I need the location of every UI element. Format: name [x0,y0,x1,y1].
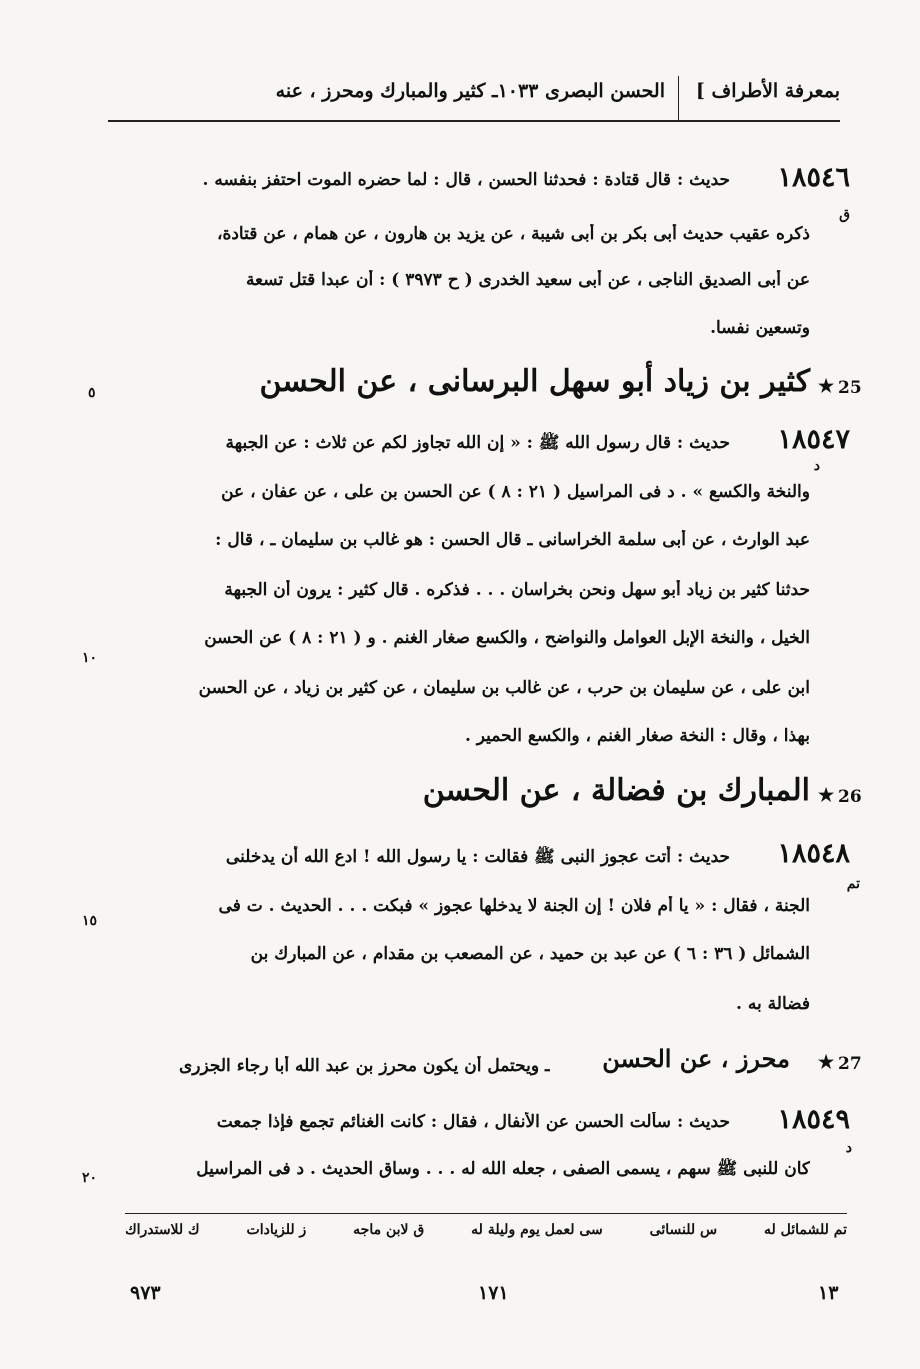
hadith-text-line: كان للنبى ﷺ سهم ، يسمى الصفى ، جعله الله له . . . وساق الحديث . د فى المراسيل [196,1159,810,1179]
hadith-text-line: ابن على ، عن سليمان بن حرب ، عن غالب بن سليمان ، عن كثير بن زياد ، عن الحسن [198,678,810,698]
hadith-number: ١٨٥٤٧ [777,424,850,455]
source-mark: ق [839,207,850,223]
header-section-title: بمعرفة الأطراف ] [695,80,840,102]
hadith-text-line: حديث : سألت الحسن عن الأنفال ، فقال : كانت الغنائم تجمع فإذا جمعت [216,1112,730,1132]
margin-dot: ٥ [88,385,96,401]
source-mark: تم [846,876,860,892]
narrator-number: 27 [838,1054,862,1074]
narrator-number: 26 [838,787,862,807]
line-margin-number: ٢٠ [82,1170,98,1186]
header-divider [678,76,679,120]
hadith-text-line: عن أبى الصديق الناجى ، عن أبى سعيد الخدرى ( ح ٣٩٧٣ ) : أن عبدا قتل تسعة [245,270,810,290]
source-mark: د [845,1140,852,1156]
hadith-text-line: حديث : قال قتادة : فحدثنا الحسن ، قال : لما حضره الموت احتفز بنفسه . [202,170,730,190]
hadith-number: ١٨٥٤٨ [777,838,850,869]
narrator-number: 25 [838,378,862,398]
hadith-text-line: بهذا ، وقال : النخة صغار الغنم ، والكسع الحمير . [464,726,810,746]
footnote-item: س للنسائى [649,1222,718,1238]
footnote-item: تم للشمائل له [764,1222,847,1238]
hadith-text-line: حديث : قال رسول الله ﷺ : « إن الله تجاوز لكم عن ثلاث : عن الجبهة [225,433,730,453]
footnote-item: ق لابن ماجه [353,1222,425,1238]
header-rule [108,120,840,122]
footer-page-number: ١٧١ [478,1282,509,1304]
header-chapter-title: الحسن البصرى ١٠٣٣ـ كثير والمبارك ومحرز ، عنه [275,80,665,102]
hadith-text-line: والنخة والكسع » . د فى المراسيل ( ٢١ : ٨ ) عن الحسن بن على ، عن عفان ، عن [221,482,810,502]
footnote-rule [125,1213,847,1214]
star-marker: ★ [818,1052,835,1073]
star-marker: ★ [818,785,835,806]
line-margin-number: ١٥ [82,913,98,929]
hadith-text-line: الشمائل ( ٣٦ : ٦ ) عن عبد بن حميد ، عن المصعب بن مقدام ، عن المبارك بن [250,944,810,964]
hadith-text-line: عبد الوارث ، عن أبى سلمة الخراسانى ـ قال الحسن : هو غالب بن سليمان ـ ، قال : [215,530,810,550]
narrator-heading: محرز ، عن الحسن [602,1044,790,1073]
hadith-number: ١٨٥٤٩ [777,1104,850,1135]
narrator-heading-note: ـ ويحتمل أن يكون محرز بن عبد الله أبا رجاء الجزرى [179,1056,550,1076]
hadith-text-line: فضالة به . [736,994,810,1014]
hadith-number: ١٨٥٤٦ [777,162,850,193]
hadith-text-line: الخيل ، والنخة الإبل العوامل والنواضح ، والكسع صغار الغنم . و ( ٢١ : ٨ ) عن الحسن [204,628,810,648]
star-marker: ★ [818,376,835,397]
footer-volume-number: ٩٧٣ [130,1282,161,1304]
footnote-item: ز للزيادات [246,1222,307,1238]
narrator-heading: كثير بن زياد أبو سهل البرسانى ، عن الحسن [259,364,810,399]
source-mark: د [813,458,820,474]
footnote-item: ك للاستدراك [125,1222,200,1238]
footnote-abbreviations [125,1222,847,1238]
footnote-item: سى لعمل يوم وليلة له [471,1222,603,1238]
line-margin-number: ١٠ [82,650,98,666]
hadith-text-line: وتسعين نفسا. [710,318,810,338]
narrator-heading: المبارك بن فضالة ، عن الحسن [422,773,810,808]
hadith-text-line: حدثنا كثير بن زياد أبو سهل ونحن بخراسان . . . فذكره . قال كثير : يرون أن الجبهة [224,580,810,600]
running-header [110,74,840,120]
hadith-text-line: ذكره عقيب حديث أبى بكر بن أبى شيبة ، عن يزيد بن هارون ، عن همام ، عن قتادة، [216,224,810,244]
hadith-text-line: حديث : أتت عجوز النبى ﷺ فقالت : يا رسول الله ! ادع الله أن يدخلنى [225,847,730,867]
footer-part-number: ١٣ [818,1282,839,1304]
hadith-text-line: الجنة ، فقال : « يا أم فلان ! إن الجنة لا يدخلها عجوز » فبكت . . . الحديث . ت فى [218,896,810,916]
